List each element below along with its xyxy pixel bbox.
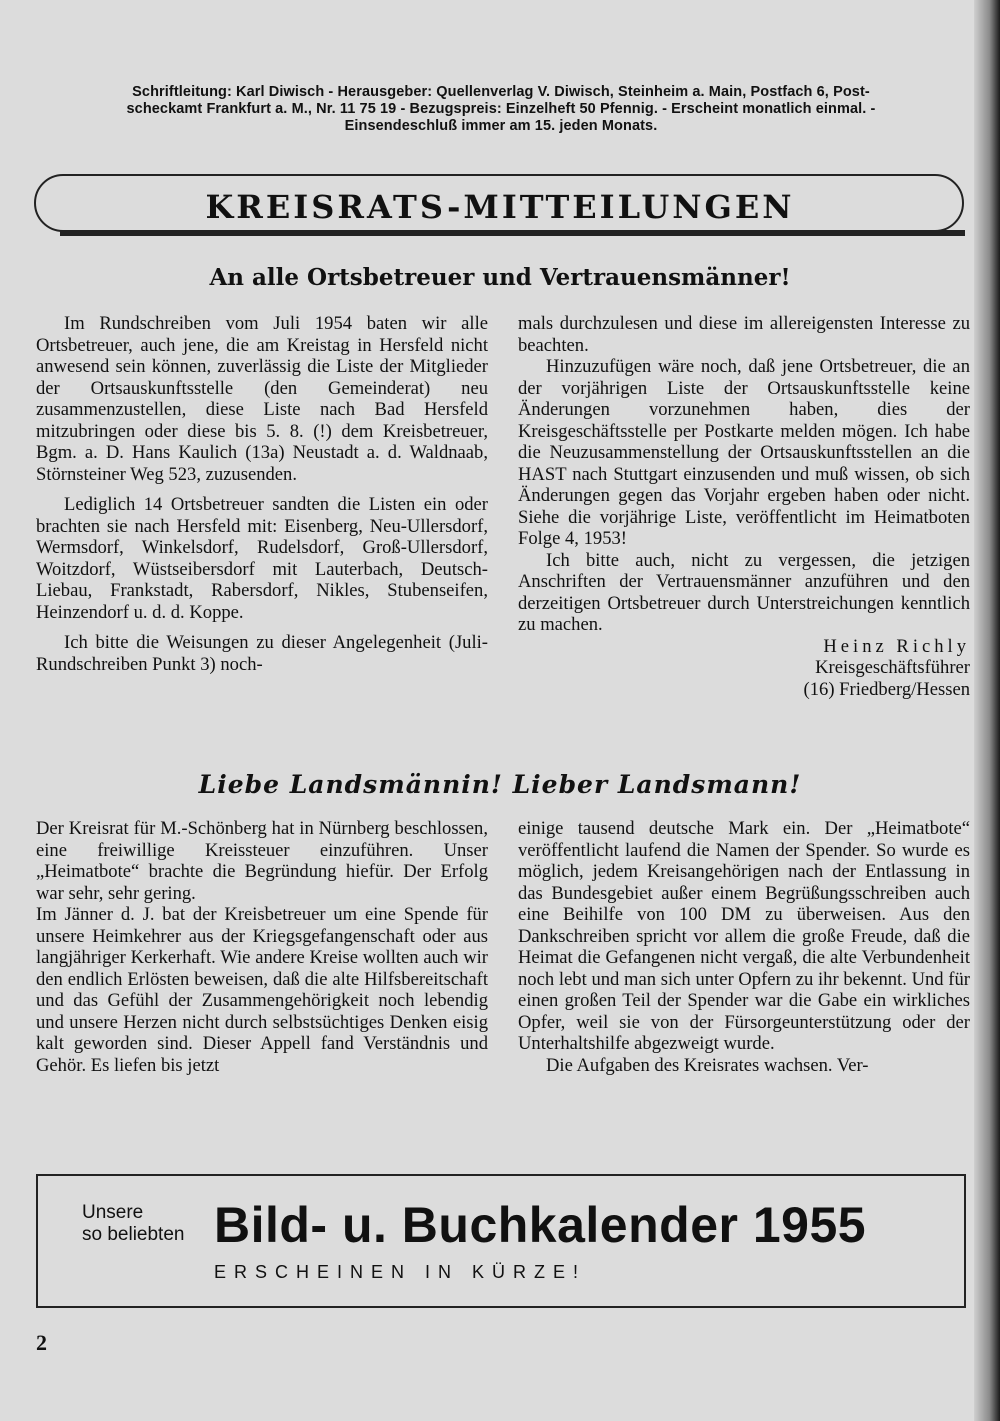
paragraph: Im Rundschreiben vom Juli 1954 baten wir alle Ortsbetreuer, auch jene, die am Kreistag in Hersfeld nicht anwesend sein können, zuverlässig die Liste der Mitglieder der Ortsauskunftsstelle (den Gemeinderat) neu zusammenzustellen, diese Liste nach Bad Hersfeld mitzubringen oder diese bis 5. 8. (!) dem Kreisbetreuer, Bgm. a. D. Hans Kaulich (13a) Neustadt a. d. Waldnaab, Störnsteiner Weg 523, zuzusenden. (36, 313, 488, 485)
advert-title: Bild- u. Buchkalender 1955 (214, 1197, 867, 1253)
signature-place: (16) Friedberg/Hessen (803, 678, 970, 700)
masthead-line-2: scheckamt Frankfurt a. M., Nr. 11 75 19 - Bezugspreis: Einzelheft 50 Pfennig. - Erscheint monatlich einmal. - (126, 101, 876, 117)
masthead-line-3: Einsendeschluß immer am 15. jeden Monats. (344, 118, 658, 134)
paragraph: Im Jänner d. J. bat der Kreisbetreuer um eine Spende für unsere Heimkehrer aus der Kriegsgefangenschaft oder aus langjähriger Kerkerhaft. Wie andere Kreise wollten auch wir den endlich Erlösten beweisen, daß die alte Hilfsbereitschaft und das Gefühl der Zusammengehörigkeit noch lebendig und unsere Herzen nicht durch selbstsüchtiges Denken eisig kalt geworden sind. Dieser Appell fand Verständnis und Gehör. Es liefen bis jetzt (36, 904, 488, 1076)
paragraph: Die Aufgaben des Kreisrates wachsen. Ver- (546, 1054, 869, 1076)
signature-block (518, 636, 970, 701)
masthead (34, 84, 968, 135)
section-banner-rule (60, 230, 965, 236)
article-1-column-2 (518, 313, 970, 700)
page-number: 2 (36, 1330, 47, 1355)
article-1-column-1 (36, 313, 488, 675)
advert-subtitle: ERSCHEINEN IN KÜRZE! (214, 1262, 587, 1282)
paragraph: Ich bitte auch, nicht zu vergessen, die jetzigen Anschriften der Vertrauensmänner anzuführen und den derzeitigen Ortsbetreuer durch Unterstreichungen kenntlich zu machen. (518, 549, 970, 635)
paragraph: Lediglich 14 Ortsbetreuer sandten die Listen ein oder brachten sie nach Hersfeld mit: Eisenberg, Neu-Ullersdorf, Wermsdorf, Winkelsdorf, Rudelsdorf, Groß-Ullersdorf, Woitzdorf, Wüstseibersdorf mit Lauterbach, Deutsch-Liebau, Frankstadt, Rabersdorf, Nikles, Stubenseifen, Heinzendorf u. d. d. Koppe. (36, 494, 488, 623)
article-2-column-2 (518, 818, 970, 1076)
paragraph: mals durchzulesen und diese im allereigensten Interesse zu beachten. (518, 313, 970, 356)
paragraph: Der Kreisrat für M.-Schönberg hat in Nürnberg beschlossen, eine freiwillige Kreissteuer einzuführen. Unser „Heimatbote“ brachte die Begründung hiefür. Der Erfolg war sehr, sehr gering. (36, 818, 488, 904)
article-1-headline: An alle Ortsbetreuer und Vertrauensmänner! (209, 264, 791, 291)
masthead-line-1: Schriftleitung: Karl Diwisch - Herausgeber: Quellenverlag V. Diwisch, Steinheim a. Main, Postfach 6, Post- (132, 84, 870, 100)
section-banner-title: KREISRATS-MITTEILUNGEN (205, 188, 795, 226)
signature-role: Kreisgeschäftsführer (815, 657, 970, 678)
paragraph: einige tausend deutsche Mark ein. Der „Heimatbote“ veröffentlicht laufend die Namen der Spender. So wurde es möglich, jedem Kreisangehörigen nach der Entlassung in das Bundesgebiet außer einem Begrüßungsschreiben auch eine Beihilfe von 100 DM zu überweisen. Aus den Dankschreiben spricht vor allem die große Freude, daß die Heimat die Gefangenen nicht vergaß, die alte Verbundenheit noch lebt und man sich unter Opfern zu ihr bekennt. Und für einen großen Teil der Spender war die Gabe ein wirkliches Opfer, weil sie von der Fürsorgeunterstützung oder der Unterhaltshilfe abgezweigt wurde. (518, 818, 970, 1054)
advert-intro (82, 1202, 184, 1246)
article-2-headline: Liebe Landsmännin! Lieber Landsmann! (198, 770, 802, 799)
paragraph: Ich bitte die Weisungen zu dieser Angelegenheit (Juli-Rundschreiben Punkt 3) noch- (36, 632, 488, 675)
paragraph: Hinzuzufügen wäre noch, daß jene Ortsbetreuer, die an der vorjährigen Liste der Ortsauskunftsstelle keine Änderungen vorzunehmen haben, dies der Kreisgeschäftsstelle per Postkarte melden mögen. Ich habe die Neuzusammenstellung der Ortsauskunftsstellen an die HAST nach Stuttgart einzusenden und muß wissen, ob sich Änderungen gegen das Vorjahr ergeben haben oder nicht. Siehe die vorjährige Liste, veröffentlicht im Heimatboten Folge 4, 1953! (518, 356, 970, 549)
article-2-column-1 (36, 818, 488, 1076)
advert-intro-line-2: so beliebten (82, 1224, 185, 1245)
advert-intro-line-1: Unsere (82, 1202, 144, 1223)
signature-name: Heinz Richly (823, 635, 970, 657)
